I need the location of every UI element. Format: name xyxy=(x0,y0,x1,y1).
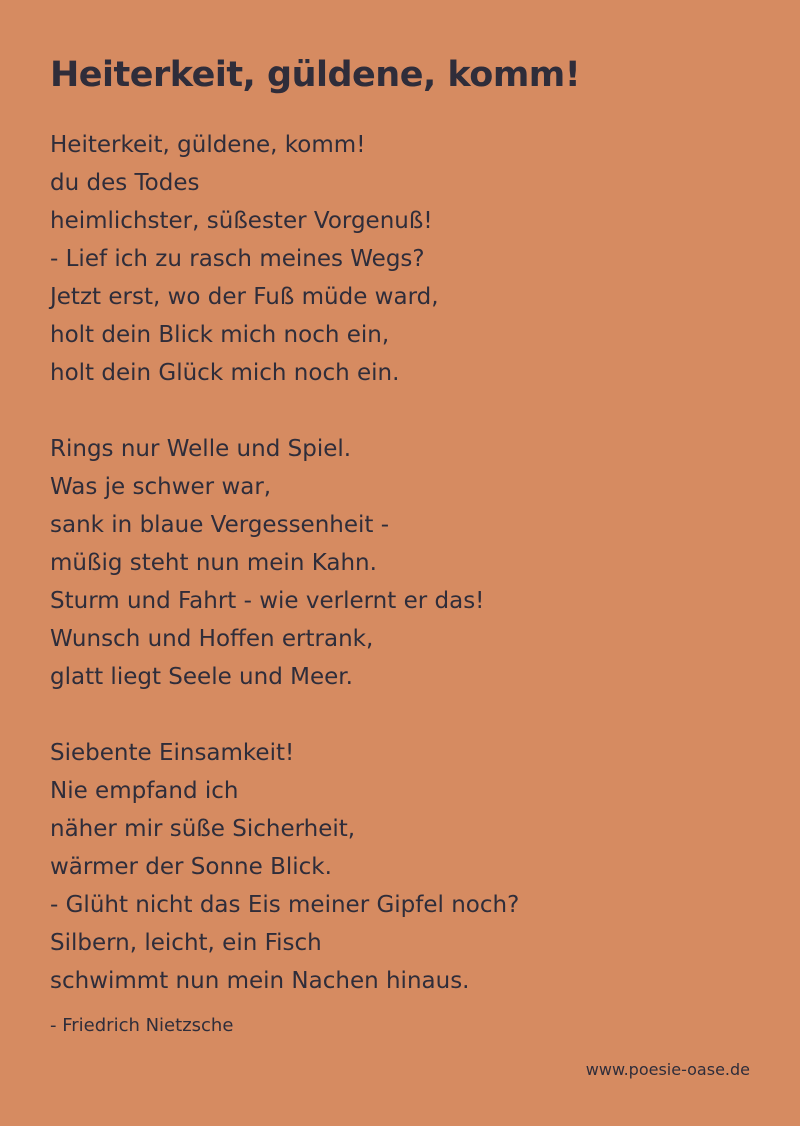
poem-line: wärmer der Sonne Blick. xyxy=(50,854,332,880)
poem-author: - Friedrich Nietzsche xyxy=(50,1015,234,1036)
stanza-3 xyxy=(50,734,770,1000)
poem-line: müßig steht nun mein Kahn. xyxy=(50,550,377,576)
stanza-1 xyxy=(50,126,770,392)
website-credit: www.poesie-oase.de xyxy=(585,1060,750,1079)
stanza-2 xyxy=(50,430,770,696)
poem-line: holt dein Blick mich noch ein, xyxy=(50,322,390,348)
poem-line: heimlichster, süßester Vorgenuß! xyxy=(50,208,433,234)
poem-line: Silbern, leicht, ein Fisch xyxy=(50,930,322,956)
poem-line: glatt liegt Seele und Meer. xyxy=(50,664,353,690)
poem-line: - Glüht nicht das Eis meiner Gipfel noch? xyxy=(50,892,520,918)
poem-line: du des Todes xyxy=(50,170,200,196)
poem-title: Heiterkeit, güldene, komm! xyxy=(50,55,581,95)
poem-line: näher mir süße Sicherheit, xyxy=(50,816,356,842)
poem-line: Siebente Einsamkeit! xyxy=(50,740,295,766)
poem-line: sank in blaue Vergessenheit - xyxy=(50,512,390,538)
poem-line: Jetzt erst, wo der Fuß müde ward, xyxy=(50,284,439,310)
poem-line: holt dein Glück mich noch ein. xyxy=(50,360,400,386)
poem-line: - Lief ich zu rasch meines Wegs? xyxy=(50,246,425,272)
poem-line: Nie empfand ich xyxy=(50,778,239,804)
poem-line: Wunsch und Hoffen ertrank, xyxy=(50,626,374,652)
poem-line: Sturm und Fahrt - wie verlernt er das! xyxy=(50,588,485,614)
poem-body xyxy=(50,126,770,1000)
poem-line: Was je schwer war, xyxy=(50,474,272,500)
poem-line: Rings nur Welle und Spiel. xyxy=(50,436,352,462)
poem-line: Heiterkeit, güldene, komm! xyxy=(50,132,366,158)
poem-line: schwimmt nun mein Nachen hinaus. xyxy=(50,968,470,994)
